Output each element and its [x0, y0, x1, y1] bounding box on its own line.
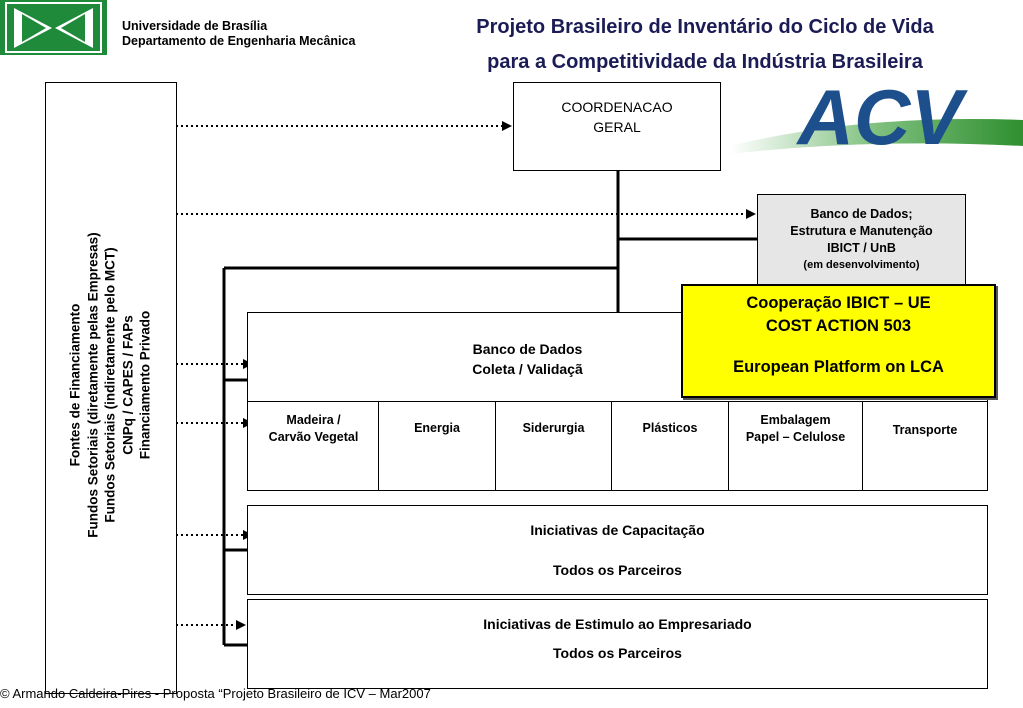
funding-line: Fontes de Financiamento	[67, 303, 83, 467]
department-name: Departamento de Engenharia Mecânica	[122, 34, 356, 48]
title-line-2: para a Competitividade da Indústria Brasileira	[487, 51, 923, 73]
sector-energy	[378, 401, 496, 491]
sector-label: Carvão Vegetal	[268, 430, 359, 444]
training-title: Iniciativas de Capacitação	[530, 522, 705, 538]
cooperation-line-1: Cooperação IBICT – UE	[746, 294, 931, 312]
business-initiatives-box	[247, 599, 988, 689]
sector-packaging-paper	[728, 401, 863, 491]
sector-label: Embalagem	[760, 413, 831, 427]
database-maintenance-line-1: Banco de Dados;	[810, 207, 913, 221]
database-maintenance-status: (em desenvolvimento)	[803, 259, 920, 271]
institution-name: Universidade de Brasília	[122, 19, 268, 33]
coordination-line-2: GERAL	[593, 119, 641, 135]
sector-plastics	[611, 401, 729, 491]
database-maintenance-line-3: IBICT / UnB	[827, 241, 896, 255]
training-initiatives-box	[247, 505, 988, 595]
cooperation-callout	[681, 284, 996, 398]
funding-sources-text	[66, 105, 154, 665]
coordination-line-1: COORDENACAO	[561, 99, 673, 115]
acv-logo-text: ACV	[797, 73, 963, 161]
sector-wood-charcoal	[247, 401, 380, 491]
sector-label: Energia	[414, 421, 460, 435]
database-maintenance-box	[757, 194, 966, 286]
funding-line: Financiamento Privado	[137, 310, 153, 460]
database-collection-line-1: Banco de Dados	[472, 341, 583, 357]
cooperation-line-2: COST ACTION 503	[765, 317, 912, 335]
coordination-box	[513, 82, 721, 171]
sector-label: Transporte	[892, 423, 958, 437]
sector-steel	[495, 401, 612, 491]
business-partners: Todos os Parceiros	[553, 645, 682, 661]
footer-copyright: © Armando Caldeira-Pires - Proposta “Projeto Brasileiro de ICV – Mar2007	[0, 686, 431, 701]
funding-line: Fundos Setoriais (diretamente pelas Empresas)	[84, 232, 100, 538]
sector-label: Plásticos	[642, 421, 698, 435]
cooperation-line-3: European Platform on LCA	[733, 358, 944, 376]
sector-label: Madeira /	[286, 413, 341, 427]
funding-line: Fundos Setoriais (indiretamente pelo MCT)	[102, 247, 118, 523]
business-title: Iniciativas de Estimulo ao Empresariado	[483, 616, 752, 632]
title-line-1: Projeto Brasileiro de Inventário do Ciclo de Vida	[476, 16, 934, 38]
database-maintenance-line-2: Estrutura e Manutenção	[790, 224, 933, 238]
sector-transport	[862, 401, 988, 491]
sector-label: Siderurgia	[522, 421, 585, 435]
database-collection-line-2: Coleta / Validaçã	[472, 361, 583, 377]
sector-label: Papel – Celulose	[745, 430, 846, 444]
funding-line: CNPq / CAPES / FAPs	[119, 315, 135, 455]
training-partners: Todos os Parceiros	[553, 562, 682, 578]
